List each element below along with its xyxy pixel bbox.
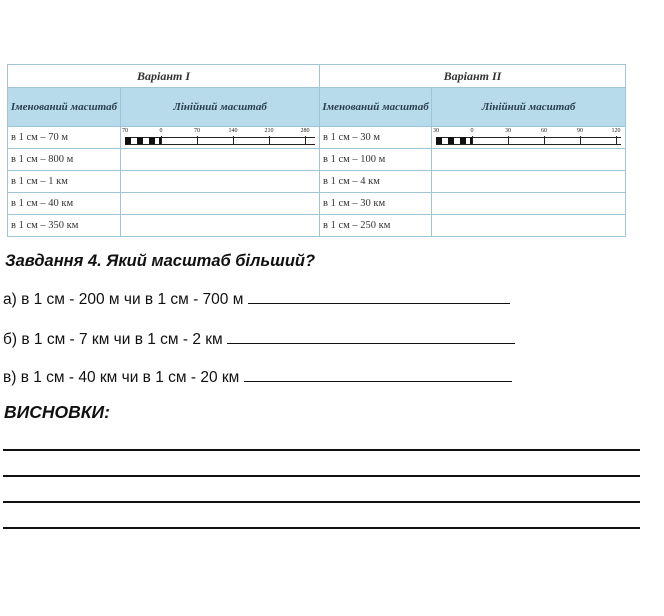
scale-tick [161, 136, 162, 145]
scale-tick [544, 136, 545, 145]
scale-label: 90 [577, 128, 584, 134]
question-a-text: а) в 1 см - 200 м чи в 1 см - 700 м [3, 291, 244, 308]
conclusions-title: ВИСНОВКИ: [4, 402, 110, 422]
linear-scale-empty-cell [121, 215, 320, 237]
scale-label: 30 [505, 128, 512, 134]
named-scale-cell: в 1 см – 70 м [8, 127, 121, 149]
scale-tick [580, 136, 581, 145]
answer-b-line[interactable] [227, 329, 515, 344]
named-scale-cell: в 1 см – 4 км [320, 171, 432, 193]
scale-label: 60 [541, 128, 548, 134]
named-scale-cell: в 1 см – 40 км [8, 193, 121, 215]
conclusion-writing-line[interactable] [3, 527, 640, 529]
named-scale-cell: в 1 см – 250 км [320, 215, 432, 237]
scale-tick [472, 136, 473, 145]
linear-scale-1 [121, 127, 320, 149]
scale-label: 70 [122, 128, 128, 134]
scales-table [7, 64, 626, 237]
conclusion-writing-line[interactable] [3, 501, 640, 503]
conclusion-writing-line[interactable] [3, 449, 640, 451]
question-b-text: б) в 1 см - 7 км чи в 1 см - 2 км [3, 331, 223, 348]
scale-label: 0 [159, 128, 163, 134]
named-scale-header-1: Іменований масштаб [8, 88, 121, 127]
scale-segment [460, 137, 466, 144]
variant-1-header: Варіант I [8, 65, 320, 88]
scale-tick [233, 136, 234, 145]
scale-label: 280 [300, 128, 310, 134]
scale-label: 140 [228, 128, 238, 134]
named-scale-cell: в 1 см – 350 км [8, 215, 121, 237]
linear-scale-empty-cell [432, 171, 626, 193]
named-scale-header-2: Іменований масштаб [320, 88, 432, 127]
named-scale-cell: в 1 см – 800 м [8, 149, 121, 171]
linear-scale-empty-cell [432, 215, 626, 237]
scale-segment [137, 137, 143, 144]
scale-segment [436, 137, 442, 144]
linear-scale-2 [432, 127, 626, 149]
linear-scale-empty-cell [432, 149, 626, 171]
question-b [3, 329, 515, 349]
task-title: Завдання 4. Який масштаб більший? [5, 252, 316, 270]
linear-scale-empty-cell [432, 193, 626, 215]
linear-scale-header-1: Лінійний масштаб [121, 88, 320, 127]
variant-2-header: Варіант II [320, 65, 626, 88]
named-scale-cell: в 1 см – 100 м [320, 149, 432, 171]
linear-scale-empty-cell [121, 149, 320, 171]
linear-scale-empty-cell [121, 193, 320, 215]
named-scale-cell: в 1 см – 1 км [8, 171, 121, 193]
scale-label: 30 [433, 128, 440, 134]
scale-label: 0 [470, 128, 474, 134]
named-scale-cell: в 1 см – 30 м [320, 127, 432, 149]
named-scale-cell: в 1 см – 30 км [320, 193, 432, 215]
scale-tick [197, 136, 198, 145]
scale-tick [616, 136, 617, 145]
linear-scale-empty-cell [121, 171, 320, 193]
question-c-text: в) в 1 см - 40 км чи в 1 см - 20 км [3, 369, 240, 386]
scale-label: 210 [264, 128, 274, 134]
scale-segment [125, 137, 131, 144]
scale-tick [305, 136, 306, 145]
linear-scale-header-2: Лінійний масштаб [432, 88, 626, 127]
scale-segment [448, 137, 454, 144]
scale-label: 120 [611, 128, 621, 134]
scale-segment [149, 137, 155, 144]
scale-tick [269, 136, 270, 145]
answer-c-line[interactable] [244, 367, 512, 382]
scale-tick [508, 136, 509, 145]
question-a [3, 289, 510, 309]
conclusion-writing-line[interactable] [3, 475, 640, 477]
question-c [3, 367, 512, 387]
answer-a-line[interactable] [248, 289, 510, 304]
scale-label: 70 [194, 128, 200, 134]
